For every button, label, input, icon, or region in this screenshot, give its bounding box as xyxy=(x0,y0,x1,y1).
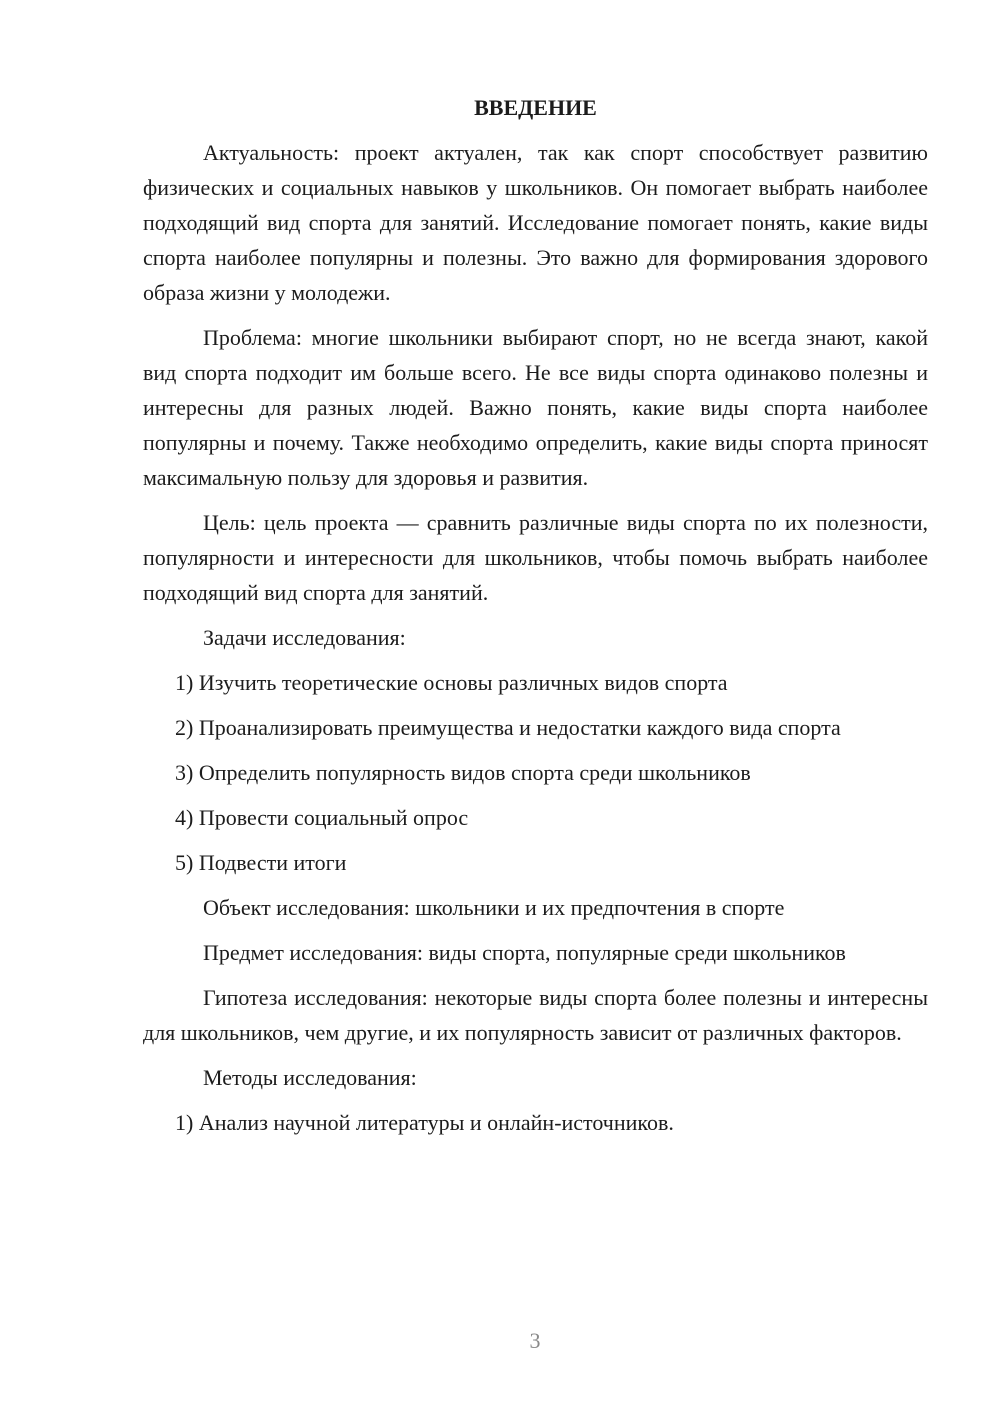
subject-paragraph: Предмет исследования: виды спорта, популярные среди школьников xyxy=(203,940,846,965)
tasks-heading: Задачи исследования: xyxy=(203,625,406,650)
task-item-1: 1) Изучить теоретические основы различных видов спорта xyxy=(175,670,728,695)
relevance-paragraph: Актуальность: проект актуален, так как спорт способствует развитию физических и социальных навыков у школьников. Он помогает выбрать наиболее подходящий вид спорта для занятий. Исследование помогает понять, какие виды спорта наиболее популярны и полезны. Это важно для формирования здорового образа жизни у молодежи. xyxy=(143,140,928,305)
methods-heading: Методы исследования: xyxy=(203,1065,417,1090)
page-number: 3 xyxy=(529,1328,541,1353)
task-item-2: 2) Проанализировать преимущества и недостатки каждого вида спорта xyxy=(175,715,841,740)
problem-paragraph: Проблема: многие школьники выбирают спорт, но не всегда знают, какой вид спорта подходит им больше всего. Не все виды спорта одинаково полезны и интересны для разных людей. Важно понять, какие виды спорта наиболее популярны и почему. Также необходимо определить, какие виды спорта приносят максимальную пользу для здоровья и развития. xyxy=(143,325,928,490)
method-item-1: 1) Анализ научной литературы и онлайн-источников. xyxy=(175,1110,674,1135)
page-title: ВВЕДЕНИЕ xyxy=(474,95,597,120)
object-paragraph: Объект исследования: школьники и их предпочтения в спорте xyxy=(203,895,785,920)
task-item-4: 4) Провести социальный опрос xyxy=(175,805,469,830)
page-content xyxy=(143,90,928,1150)
task-item-5: 5) Подвести итоги xyxy=(175,850,347,875)
goal-paragraph: Цель: цель проекта — сравнить различные виды спорта по их полезности, популярности и интересности для школьников, чтобы помочь выбрать наиболее подходящий вид спорта для занятий. xyxy=(143,510,928,605)
task-item-3: 3) Определить популярность видов спорта среди школьников xyxy=(175,760,751,785)
hypothesis-paragraph: Гипотеза исследования: некоторые виды спорта более полезны и интересны для школьников, чем другие, и их популярность зависит от различных факторов. xyxy=(143,985,928,1045)
